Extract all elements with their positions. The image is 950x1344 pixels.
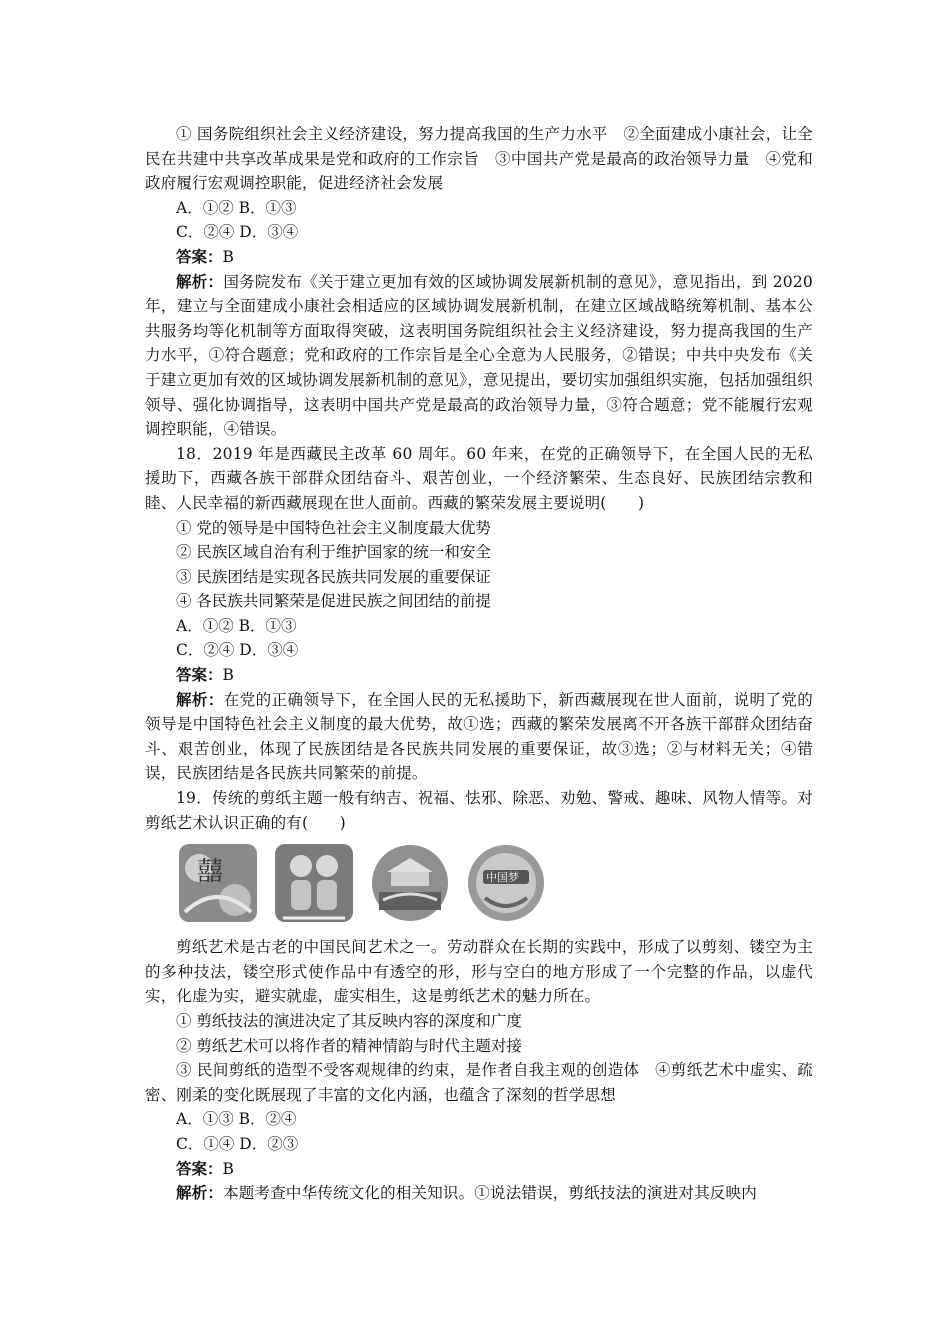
papercut-zhongguomeng-icon [465, 842, 547, 924]
q17-options-ab: A．①② B．①③ [176, 198, 297, 217]
q17-answer [145, 245, 813, 270]
q19-options-cd: C．①④ D．②③ [176, 1134, 299, 1153]
q18-statement-3: ③ 民族团结是实现各民族共同发展的重要保证 [176, 567, 491, 586]
q17-options-cd: C．②④ D．③④ [176, 223, 299, 242]
q17-analysis [145, 270, 813, 442]
q18-options-ab: A．①② B．①③ [176, 616, 297, 635]
q19-material: 剪纸艺术是古老的中国民间艺术之一。劳动群众在长期的实践中，形成了以剪刻、镂空为主的多种技法，镂空形式使作品中有透空的形，形与空白的地方形成了一个完整的作品，以虚代实，化虚为实，避实就虚，虚实相生，这是剪纸艺术的魅力所在。 [145, 938, 813, 1006]
answer-label: 答案： [176, 246, 223, 266]
analysis-text: 本题考查中华传统文化的相关知识。①说法错误，剪纸技法的演进对其反映内 [223, 1184, 757, 1203]
papercut-images [177, 841, 813, 925]
papercut-children-icon [273, 842, 355, 924]
svg-text:中国梦: 中国梦 [486, 871, 519, 885]
papercut-xi-character-icon [177, 842, 259, 924]
q18-answer [145, 663, 813, 688]
q18-stem: 18．2019 年是西藏民主改革 60 周年。60 年来，在党的正确领导下，在全国人民的无私援助下，西藏各族干部群众团结奋斗、艰苦创业，一个经济繁荣、生态良好、民族团结宗教和睦、人民幸福的新西藏展现在世人面前。西藏的繁荣发展主要说明( ) [145, 444, 813, 512]
q18-statement-1: ① 党的领导是中国特色社会主义制度最大优势 [176, 518, 491, 537]
q19-answer [145, 1157, 813, 1182]
q18-statement-4: ④ 各民族共同繁荣是促进民族之间团结的前提 [176, 592, 491, 611]
document-page [145, 122, 813, 1206]
answer-value: B [222, 247, 234, 266]
q19-statement-2: ② 剪纸艺术可以将作者的精神情韵与时代主题对接 [176, 1036, 522, 1055]
svg-text:囍: 囍 [197, 857, 224, 888]
answer-label: 答案： [176, 665, 223, 685]
answer-value: B [222, 666, 234, 685]
q19-stem: 19．传统的剪纸主题一般有纳吉、祝福、怯邪、除恶、劝勉、警戒、趣味、风物人情等。对剪纸艺术认识正确的有( ) [145, 789, 813, 832]
q18-options-cd: C．②④ D．③④ [176, 641, 299, 660]
answer-value: B [222, 1159, 234, 1178]
analysis-label: 解析： [176, 271, 224, 291]
analysis-text: 在党的正确领导下，在全国人民的无私援助下，新西藏展现在世人面前，说明了党的领导是中国特色社会主义制度的最大优势，故①选；西藏的繁荣发展离不开各族干部群众团结奋斗、艰苦创业，体现了民族团结是各民族共同发展的重要保证，故③选；②与材料无关；④错误，民族团结是各民族共同繁荣的前提。 [145, 690, 813, 783]
q18-analysis [145, 688, 813, 786]
q18-statement-2: ② 民族区域自治有利于维护国家的统一和安全 [176, 543, 491, 562]
q19-statement-3-4: ③ 民间剪纸的造型不受客观规律的约束，是作者自我主观的创造体 ④剪纸艺术中虚实、疏密、刚柔的变化既展现了丰富的文化内涵，也蕴含了深刻的哲学思想 [145, 1061, 813, 1104]
analysis-label: 解析： [176, 1183, 224, 1203]
q19-options-ab: A．①③ B．②④ [176, 1110, 297, 1129]
analysis-label: 解析： [176, 689, 224, 709]
q17-statements: ① 国务院组织社会主义经济建设，努力提高我国的生产力水平 ②全面建成小康社会，让全民在共建中共享改革成果是党和政府的工作宗旨 ③中国共产党是最高的政治领导力量 ④党和政府履行宏观调控职能，促进经济社会发展 [145, 125, 813, 193]
q19-analysis [145, 1181, 813, 1206]
q19-statement-1: ① 剪纸技法的演进决定了其反映内容的深度和广度 [176, 1012, 522, 1030]
papercut-tiananmen-icon [369, 842, 451, 924]
analysis-text: 国务院发布《关于建立更加有效的区域协调发展新机制的意见》，意见指出，到 2020 年，建立与全面建成小康社会相适应的区域协调发展新机制，在建立区域战略统筹机制、基本公共服务均等化机制等方面取得突破，这表明国务院组织社会主义经济建设，努力提高我国的生产力水平，①符合题意；党和政府的工作宗旨是全心全意为人民服务，②错误；中共中央发布《关于建立更加有效的区域协调发展新机制的意见》，意见提出，要切实加强组织实施，包括加强组织领导、强化协调指导，这表明中国共产党是最高的政治领导力量，③符合题意；党不能履行宏观调控职能，④错误。 [145, 272, 813, 439]
answer-label: 答案： [176, 1158, 223, 1178]
